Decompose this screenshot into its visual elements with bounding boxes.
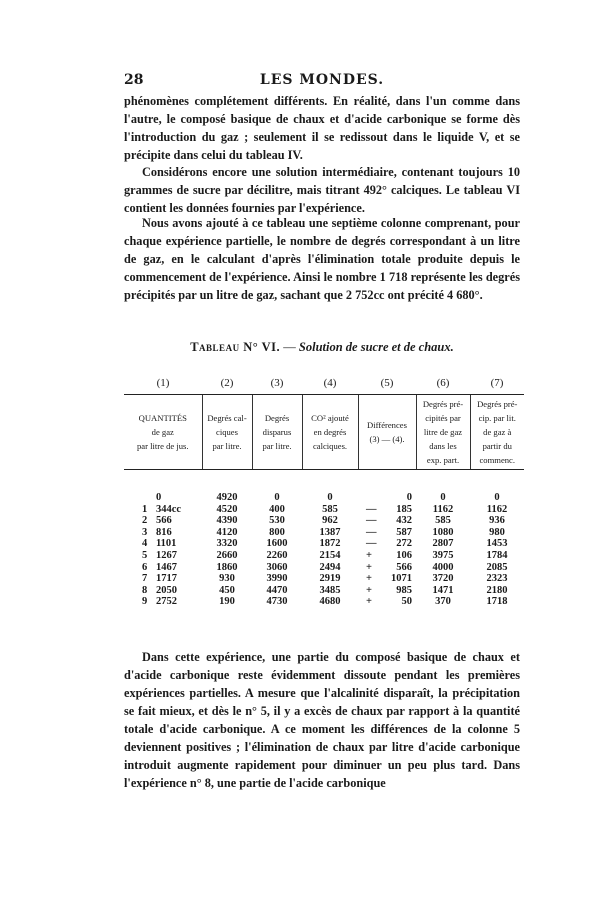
cell-gas [124,573,202,585]
table-row [124,573,524,585]
cell-difference [358,515,416,527]
table-subtitle: Solution de sucre et de chaux. [298,340,454,354]
column-number-5: (5) [358,372,416,395]
column-number-3: (3) [252,372,302,395]
cell-degres-precipites-part: 0 [440,492,446,503]
cell-gas [124,562,202,574]
cell-degres-calciques: 1860 [216,561,238,573]
cell-difference [358,585,416,597]
column-header-6 [416,395,470,470]
header-line: Degrés cal- [207,413,247,423]
cell-co2-ajoute: 4680 [319,596,341,608]
cell-degres-precipites-total: 1453 [486,538,508,550]
cell-gas [124,515,202,527]
difference-sign: + [366,596,372,608]
cell-degres-calciques: 930 [219,573,235,585]
cell-gas [124,527,202,539]
paragraph-text: Dans cette expérience, une partie du composé basique de chaux et d'acide carbonique reste évidemment dissoute pendant les premières expériences partielles. A mesure que l'alcalinité disparaît, la précipitation se fait mieux, et dès le n° 5, il y a excès de chaux par rapport à la quantité totale d'acide carbonique. A ce moment les différences de la colonne 5 deviennent positives ; l'élimination de chaux par litre d'acide carbonique introduit augmente rapidement pour diminuer un peu plus tard. Dans l'expérience n° 8, une partie de l'acide carbonique [124,650,520,790]
cell-degres-precipites-total: 2180 [486,584,508,596]
header-line: calciques. [312,441,348,451]
gas-value: 566 [156,515,172,527]
header-line: commenc. [479,455,516,465]
header-line: QUANTITÉS [138,413,187,423]
difference-value: 106 [396,549,412,561]
cell-degres-precipites-part: 3975 [432,549,454,561]
row-index: 4 [142,538,148,550]
table-row [124,550,524,562]
cell-degres-calciques: 3320 [216,538,238,550]
gas-value: 0 [156,492,162,503]
cell-gas [124,596,202,608]
header-line: (3) — (4). [369,434,405,444]
paragraph-2 [124,163,520,217]
gas-value: 344cc [156,503,182,515]
table-body [124,470,524,608]
paragraph-text: phénomènes complétement différents. En réalité, dans l'un comme dans l'autre, le composé basique de chaux et d'acide carbonique se forme dès l'introduction du gaz ; seulement il se redissout dans le liquide V, et se précipite dans celui du tableau IV. [124,94,520,162]
row-index: 2 [142,515,148,527]
row-index: 6 [142,561,148,573]
cell-co2-ajoute: 2154 [319,549,341,561]
gas-value: 2752 [156,596,177,608]
row-index: 1 [142,503,148,515]
cell-co2-ajoute: 0 [327,492,333,503]
gas-value: 1467 [156,561,177,573]
difference-sign: + [366,561,372,573]
running-title: LES MONDES. [259,72,385,88]
cell-co2-ajoute: 2494 [319,561,341,573]
cell-difference [358,504,416,516]
difference-sign: — [366,526,377,538]
header-line: Degrés pré- [422,399,464,409]
cell-degres-disparus: 3060 [266,561,288,573]
difference-sign: + [366,549,372,561]
cell-degres-disparus: 530 [269,515,285,527]
header-line: par litre. [262,441,292,451]
cell-degres-calciques: 190 [219,596,235,608]
cell-difference [358,550,416,562]
cell-difference [358,573,416,585]
caption-dash: — [283,340,296,354]
data-table [124,372,524,608]
cell-degres-precipites-part: 1471 [432,584,454,596]
header-line: par litre. [212,441,242,451]
cell-co2-ajoute: 585 [322,503,338,515]
header-line: disparus [262,427,292,437]
cell-difference [358,596,416,608]
header-line: litre de gaz [423,427,463,437]
cell-gas [124,538,202,550]
cell-difference [358,470,416,504]
cell-degres-calciques: 4520 [216,503,238,515]
cell-degres-precipites-total: 1162 [486,503,508,515]
cell-degres-precipites-total: 936 [489,515,505,527]
row-index: 3 [142,526,148,538]
cell-degres-disparus: 1600 [266,538,288,550]
difference-value: 985 [396,584,412,596]
cell-degres-calciques: 4920 [216,492,238,503]
column-number-7: (7) [470,372,524,395]
header-line: CO² ajouté [311,413,349,423]
header-line: ciques [216,427,238,437]
difference-sign: + [366,584,372,596]
header-line: cipités par [425,413,461,423]
difference-sign: — [366,503,377,515]
gas-value: 2050 [156,584,177,596]
table-row [124,538,524,550]
difference-value: 1071 [391,573,412,585]
cell-degres-calciques: 4390 [216,515,238,527]
table-row [124,515,524,527]
difference-value: 566 [396,561,412,573]
column-number-2: (2) [202,372,252,395]
paragraph-text: Nous avons ajouté à ce tableau une septième colonne comprenant, pour chaque expérience partielle, le nombre de degrés correspondant à un litre de gaz, en le calculant d'après l'élimination totale produite depuis le commencement de l'expérience. Ainsi le nombre 1 718 représente les degrés précipités par un litre de gaz, sachant que 2 752cc ont précité 4 680°. [124,216,520,302]
cell-degres-disparus: 0 [274,492,280,503]
cell-degres-disparus: 3990 [266,573,288,585]
cell-co2-ajoute: 962 [322,515,338,527]
cell-gas [124,585,202,597]
cell-degres-precipites-part: 370 [435,596,451,608]
header-line: Degrés pré- [477,399,518,409]
row-index: 9 [142,596,148,608]
cell-degres-disparus: 4470 [266,584,288,596]
cell-degres-precipites-total: 2323 [486,573,508,585]
column-number-6: (6) [416,372,470,395]
table-row [124,585,524,597]
header-line: de gaz à [483,427,512,437]
paragraph-text: Considérons encore une solution intermédiaire, contenant toujours 10 grammes de sucre par décilitre, mais titrant 492° calciques. Le tableau VI contient les données fournies par l'expérience. [124,165,520,215]
column-header-4 [302,395,358,470]
running-header [124,72,520,92]
table-row [124,504,524,516]
row-index: 8 [142,584,148,596]
table-row [124,562,524,574]
gas-value: 1717 [156,573,177,585]
difference-value: 432 [396,515,412,527]
table-caption [124,340,520,355]
cell-degres-precipites-total: 1718 [486,596,508,608]
cell-difference [358,538,416,550]
header-line: dans les [429,441,457,451]
cell-difference [358,527,416,539]
cell-co2-ajoute: 1872 [319,538,341,550]
header-line: partir du [482,441,512,451]
cell-degres-precipites-part: 2807 [432,538,454,550]
gas-value: 816 [156,526,172,538]
difference-sign: + [366,573,372,585]
data-table-wrapper [124,372,524,608]
column-number-4: (4) [302,372,358,395]
cell-co2-ajoute: 2919 [319,573,341,585]
row-index: 5 [142,549,148,561]
cell-co2-ajoute: 3485 [319,584,341,596]
paragraph-1 [124,92,520,164]
cell-degres-precipites-part: 3720 [432,573,454,585]
cell-degres-disparus: 2260 [266,549,288,561]
cell-degres-calciques: 4120 [216,526,238,538]
column-header-2 [202,395,252,470]
cell-gas [124,550,202,562]
difference-value: 272 [396,538,412,550]
table-row [124,470,524,504]
table-row [124,596,524,608]
difference-value: 587 [396,526,412,538]
gas-value: 1101 [156,538,177,550]
row-index: 7 [142,573,148,585]
difference-sign: — [366,515,377,527]
cell-degres-precipites-total: 2085 [486,561,508,573]
cell-degres-precipites-total: 0 [494,492,500,503]
page-number: 28 [124,72,144,88]
cell-degres-precipites-total: 1784 [486,549,508,561]
paragraph-4 [124,648,520,792]
header-line: en degrés [313,427,347,437]
column-number-1: (1) [124,372,202,395]
paragraph-3 [124,214,520,304]
table-row [124,527,524,539]
cell-degres-disparus: 400 [269,503,285,515]
difference-sign: — [366,538,377,550]
cell-degres-precipites-part: 1162 [432,503,454,515]
cell-co2-ajoute: 1387 [319,526,341,538]
cell-degres-disparus: 800 [269,526,285,538]
difference-value: 50 [401,596,412,608]
cell-gas [124,470,202,504]
gas-value: 1267 [156,549,177,561]
cell-degres-calciques: 450 [219,584,235,596]
column-header-5 [358,395,416,470]
header-line: Degrés [264,413,290,423]
header-line: Différences [367,420,407,430]
column-header-1 [124,395,202,470]
header-line: par litre de jus. [136,441,189,451]
table-title: Tableau N° VI. [190,340,281,354]
cell-degres-disparus: 4730 [266,596,288,608]
column-header-3 [252,395,302,470]
cell-degres-precipites-total: 980 [489,526,505,538]
difference-value: 0 [406,492,412,503]
cell-difference [358,562,416,574]
header-line: de gaz [151,427,174,437]
column-header-row [124,395,524,470]
cell-gas [124,504,202,516]
header-line: cip. par lit. [478,413,516,423]
column-number-row [124,372,524,395]
cell-degres-precipites-part: 585 [435,515,451,527]
difference-value: 185 [396,503,412,515]
column-header-7 [470,395,524,470]
cell-degres-precipites-part: 4000 [432,561,454,573]
cell-degres-calciques: 2660 [216,549,238,561]
cell-degres-precipites-part: 1080 [432,526,454,538]
header-line: exp. part. [426,455,460,465]
